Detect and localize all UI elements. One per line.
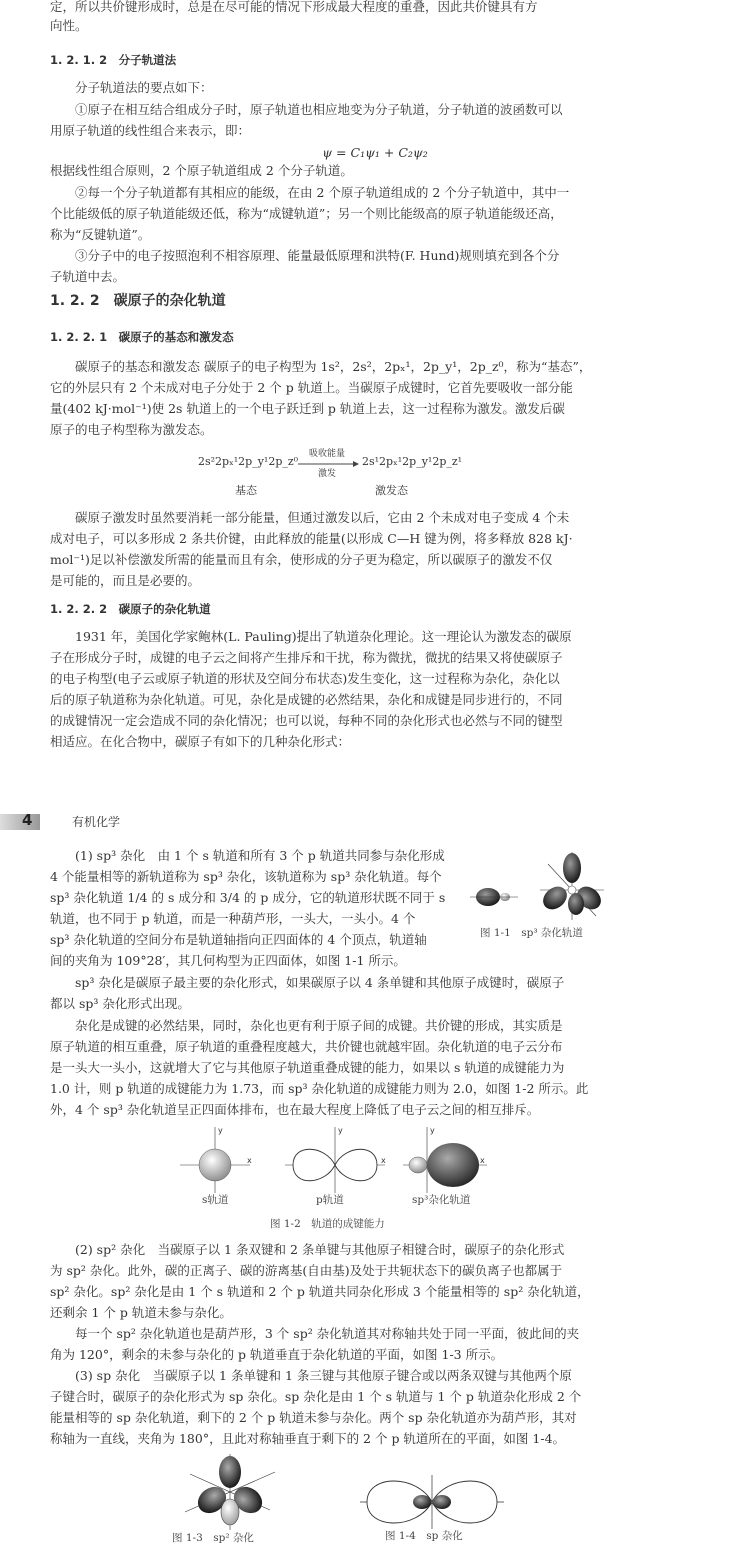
equation-left: 2s²2pₓ¹2p_y¹2p_z⁰: [198, 455, 299, 468]
text-line: 用原子轨道的线性组合来表示，即：: [50, 123, 251, 138]
axis-x-label: x: [247, 1156, 252, 1165]
text-line: 称为“反键轨道”。: [50, 227, 151, 242]
label-excited-state: 激发态: [375, 484, 408, 497]
text-line: 量(402 kJ·mol⁻¹)使 2s 轨道上的一个电子跃迁到 p 轨道上去，这一过程称为激发。激发后碳: [50, 401, 565, 416]
figure-caption: 图 1-4 sp 杂化: [385, 1530, 463, 1542]
text-line: sp³ 杂化轨道的空间分布是轨道轴指向正四面体的 4 个顶点，轨道轴: [50, 932, 427, 947]
text-line: 子键合时，碳原子的杂化形式为 sp 杂化。sp 杂化是由 1 个 s 轨道与 1 个 p 轨道杂化形成 2 个: [50, 1389, 582, 1404]
text-line: 是可能的，而且是必要的。: [50, 573, 201, 588]
section-heading: 1. 2. 1. 2 分子轨道法: [50, 53, 177, 67]
s-orbital-diagram: [180, 1126, 252, 1193]
equation-arrow-top: 吸收能量: [308, 449, 345, 459]
section-heading: 1. 2. 2 碳原子的杂化轨道: [50, 293, 226, 309]
text-line: 成对电子，可以多形成 2 条共价键，由此释放的能量(以形成 C—H 键为例，将多释放 828 kJ·: [50, 531, 573, 546]
page-number: 4: [22, 811, 33, 829]
equation-arrow-bottom: 激发: [317, 469, 336, 479]
text-line: 角为 120°，剩余的未参与杂化的 p 轨道垂直于杂化轨道的平面，如图 1-3 所示。: [50, 1347, 504, 1362]
axis-x-label: x: [381, 1156, 386, 1165]
text-line: 子轨道中去。: [50, 269, 126, 284]
text-line: (2) sp² 杂化 当碳原子以 1 条双键和 2 条单键与其他原子相键合时，碳原子的杂化形式: [75, 1242, 565, 1257]
section-heading: 1. 2. 2. 2 碳原子的杂化轨道: [50, 602, 211, 616]
page-running-title: 有机化学: [72, 815, 121, 829]
text-line: 根据线性组合原则，2 个原子轨道组成 2 个分子轨道。: [50, 163, 353, 178]
p-orbital-diagram: [285, 1126, 386, 1193]
text-line: 的电子构型(电子云或原子轨道的形状及空间分布状态)发生变化，这一过程称为杂化，杂化以: [50, 671, 560, 686]
text-line: 后的原子轨道称为杂化轨道。可见，杂化是成键的必然结果，杂化和成键是同步进行的，不同: [50, 692, 563, 707]
figure-caption: 图 1-3 sp² 杂化: [172, 1532, 254, 1544]
text-line: 它的外层只有 2 个未成对电子分处于 2 个 p 轨道上。当碳原子成键时，它首先要吸收一部分能: [50, 380, 573, 395]
text-line: 还剩余 1 个 p 轨道未参与杂化。: [50, 1305, 232, 1320]
text-line: 1931 年，美国化学家鲍林(L. Pauling)提出了轨道杂化理论。这一理论认为激发态的碳原: [75, 629, 572, 644]
text-line: 4 个能量相等的新轨道称为 sp³ 杂化，该轨道称为 sp³ 杂化轨道。每个: [50, 869, 442, 884]
text-line: sp³ 杂化轨道 1/4 的 s 成分和 3/4 的 p 成分，它的轨道形状既不同于 s: [50, 890, 446, 905]
text-line: 碳原子的基态和激发态 碳原子的电子构型为 1s²，2s²，2pₓ¹，2p_y¹，2p_z⁰，称为“基态”，: [75, 359, 592, 374]
label-ground-state: 基态: [235, 484, 257, 497]
text-line: 都以 sp³ 杂化形式出现。: [50, 996, 190, 1011]
text-line: 原子轨道的相互重叠，原子轨道的重叠程度越大，共价键也就越牢固。杂化轨道的电子云分布: [50, 1039, 563, 1054]
text-line: 定，所以共价键形成时，总是在尽可能的情况下形成最大程度的重叠，因此共价键具有方: [50, 0, 538, 14]
text-line: 的成键情况一定会造成不同的杂化情况；也可以说，每种不同的杂化形式也必然与不同的键型: [50, 713, 563, 728]
figure-bonding-ability: [175, 1125, 495, 1200]
text-line: ②每一个分子轨道都有其相应的能级，在由 2 个原子轨道组成的 2 个分子轨道中，其中一: [75, 185, 570, 200]
formula: ψ = C₁ψ₁ + C₂ψ₂: [322, 145, 428, 160]
axis-y-label: y: [218, 1126, 223, 1135]
text-line: ③分子中的电子按照泡利不相容原理、能量最低原理和洪特(F. Hund)规则填充到各个分: [75, 248, 560, 263]
text-line: 分子轨道法的要点如下：: [75, 80, 213, 95]
text-line: ①原子在相互结合组成分子时，原子轨道也相应地变为分子轨道，分子轨道的波函数可以: [75, 102, 563, 117]
axis-x-label: x: [480, 1156, 485, 1165]
text-line: 原子的电子构型称为激发态。: [50, 422, 213, 437]
s-orbital-label: s轨道: [202, 1194, 229, 1206]
sp3-orbital-label: sp³杂化轨道: [412, 1194, 471, 1206]
text-line: 向性。: [50, 18, 88, 33]
text-line: 杂化是成键的必然结果，同时，杂化也更有利于原子间的成键。共价键的形成，其实质是: [75, 1018, 563, 1033]
text-line: sp² 杂化。sp² 杂化是由 1 个 s 轨道和 2 个 p 轨道共同杂化形成 3 个能量相等的 sp² 杂化轨道，: [50, 1284, 590, 1299]
text-line: 外，4 个 sp³ 杂化轨道呈正四面体排布，也在最大程度上降低了电子云之间的相互排斥。: [50, 1102, 540, 1117]
figure-caption: 图 1-1 sp³ 杂化轨道: [480, 927, 583, 939]
text-line: 是一头大一头小，这就增大了它与其他原子轨道重叠成键的能力，如果以 s 轨道的成键能力为: [50, 1060, 565, 1075]
equation-right: 2s¹2pₓ¹2p_y¹2p_z¹: [362, 455, 463, 468]
text-line: mol⁻¹)足以补偿激发所需的能量而且有余，使形成的分子更为稳定，所以碳原子的激发不仅: [50, 552, 553, 567]
text-line: 相适应。在化合物中，碳原子有如下的几种杂化形式：: [50, 734, 351, 749]
text-line: (1) sp³ 杂化 由 1 个 s 轨道和所有 3 个 p 轨道共同参与杂化形成: [75, 848, 445, 863]
figure-sp2-hybrid: [180, 1452, 280, 1532]
text-line: 碳原子激发时虽然要消耗一部分能量，但通过激发以后，它由 2 个未成对电子变成 4 个未: [75, 510, 570, 525]
text-line: 轨道，也不同于 p 轨道，而是一种葫芦形，一头大，一头小。4 个: [50, 911, 416, 926]
text-line: sp³ 杂化是碳原子最主要的杂化形式，如果碳原子以 4 条单键和其他原子成键时，碳原子: [75, 975, 565, 990]
text-line: 称轴为一直线，夹角为 180°，且此对称轴垂直于剩下的 2 个 p 轨道所在的平面，如图 1-4。: [50, 1431, 566, 1446]
figure-sp-hybrid: [360, 1475, 505, 1530]
text-line: 能量相等的 sp 杂化轨道，剩下的 2 个 p 轨道未参与杂化。两个 sp 杂化轨道亦为葫芦形，其对: [50, 1410, 577, 1425]
axis-y-label: y: [338, 1126, 343, 1135]
p-orbital-label: p轨道: [316, 1194, 344, 1206]
text-line: 每一个 sp² 杂化轨道也是葫芦形，3 个 sp² 杂化轨道其对称轴共处于同一平面，彼此间的夹: [75, 1326, 580, 1341]
section-heading: 1. 2. 2. 1 碳原子的基态和激发态: [50, 330, 234, 344]
text-line: 为 sp² 杂化。此外，碳的正离子、碳的游离基(自由基)及处于共轭状态下的碳负离子也都属于: [50, 1263, 563, 1278]
text-line: 间的夹角为 109°28′，其几何构型为正四面体，如图 1-1 所示。: [50, 953, 406, 968]
sp3-orbital-diagram: [403, 1126, 487, 1193]
page-number-tab: [0, 814, 40, 830]
text-line: 个比能级低的原子轨道能级还低，称为“成键轨道”；另一个则比能级高的原子轨道能级还高，: [50, 206, 563, 221]
figure-caption: 图 1-2 轨道的成键能力: [270, 1218, 385, 1230]
axis-y-label: y: [430, 1126, 435, 1135]
text-line: (3) sp 杂化 当碳原子以 1 条单键和 1 条三键与其他原子键合或以两条双键与其他两个原: [75, 1368, 572, 1383]
text-line: 1.0 计，则 p 轨道的成键能力为 1.73，而 sp³ 杂化轨道的成键能力则为 2.0，如图 1-2 所示。此: [50, 1081, 589, 1096]
figure-sp3-orbital: [470, 845, 610, 930]
text-line: 子在形成分子时，成键的电子云之间将产生排斥和干扰，称为微扰，微扰的结果又将使碳原子: [50, 650, 563, 665]
